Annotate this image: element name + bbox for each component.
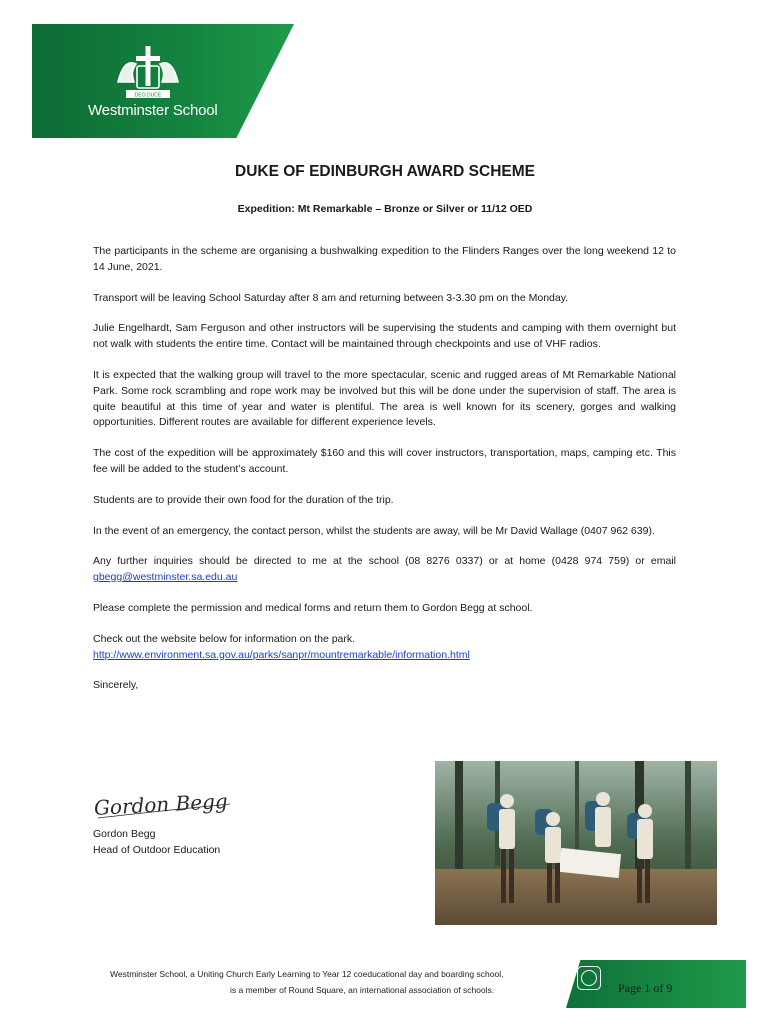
expedition-photo <box>435 761 717 925</box>
footer-line-2: is a member of Round Square, an international association of schools. <box>230 985 495 995</box>
website-paragraph <box>93 632 676 664</box>
round-square-logo-icon <box>577 966 601 990</box>
footer-text <box>110 966 503 998</box>
school-crest-icon <box>110 44 186 102</box>
svg-text:Gordon Begg: Gordon Begg <box>93 788 229 820</box>
paragraph: In the event of an emergency, the contact person, whilst the students are away, will be Mr David Wallage (0407 962 639). <box>93 524 655 537</box>
paragraph: Students are to provide their own food for the duration of the trip. <box>93 493 394 506</box>
email-link[interactable]: gbegg@westminster.sa.edu.au <box>93 571 238 584</box>
signatory-name: Gordon Begg <box>93 828 156 840</box>
page-number: Page 1 of 9 <box>618 981 673 995</box>
crest-motto: DEO DUCE <box>134 92 162 99</box>
document-title: DUKE OF EDINBURGH AWARD SCHEME <box>235 163 535 180</box>
website-text: Check out the website below for information on the park. <box>93 632 356 645</box>
inquiry-paragraph <box>93 554 676 586</box>
letter-body <box>93 244 676 709</box>
inquiry-text: Any further inquiries should be directed to me at the school (08 8276 0337) or at home (0428 974 759) or email <box>93 555 676 568</box>
school-name: Westminster School <box>88 102 218 119</box>
paragraph: Transport will be leaving School Saturday after 8 am and returning between 3-3.30 pm on the Monday. <box>93 291 569 304</box>
signatory-block <box>93 826 220 858</box>
closing: Sincerely, <box>93 679 139 692</box>
signature-image <box>90 782 240 824</box>
paragraph: The participants in the scheme are organising a bushwalking expedition to the Flinders Ranges over the long weekend 12 to 14 June, 2021. <box>93 245 676 273</box>
footer-line-1: Westminster School, a Uniting Church Early Learning to Year 12 coeducational day and boarding school, <box>110 969 504 979</box>
paragraph: Julie Engelhardt, Sam Ferguson and other instructors will be supervising the students and camping with them overnight but not walk with students the entire time. Contact will be maintained through checkpoints and use of VHF radios. <box>93 322 676 351</box>
signatory-role: Head of Outdoor Education <box>93 844 221 856</box>
forms-paragraph: Please complete the permission and medical forms and return them to Gordon Begg at school. <box>93 601 533 614</box>
park-website-link[interactable]: http://www.environment.sa.gov.au/parks/sanpr/mountremarkable/information.html <box>93 648 470 661</box>
paragraph: The cost of the expedition will be approximately $160 and this will cover instructors, transportation, maps, camping etc. This fee will be added to the student’s account. <box>93 447 676 475</box>
document-subtitle: Expedition: Mt Remarkable – Bronze or Silver or 11/12 OED <box>237 203 533 215</box>
paragraph: It is expected that the walking group will travel to the more spectacular, scenic and rugged areas of Mt Remarkable National Park. Some rock scrambling and rope work may be involved but this will be done under the supervision of staff. The area is quite beautiful at this time of year and water is plentiful. The area is well known for its scenery, gorges and walking opportunities. Different routes are available for different experience levels. <box>93 368 676 429</box>
